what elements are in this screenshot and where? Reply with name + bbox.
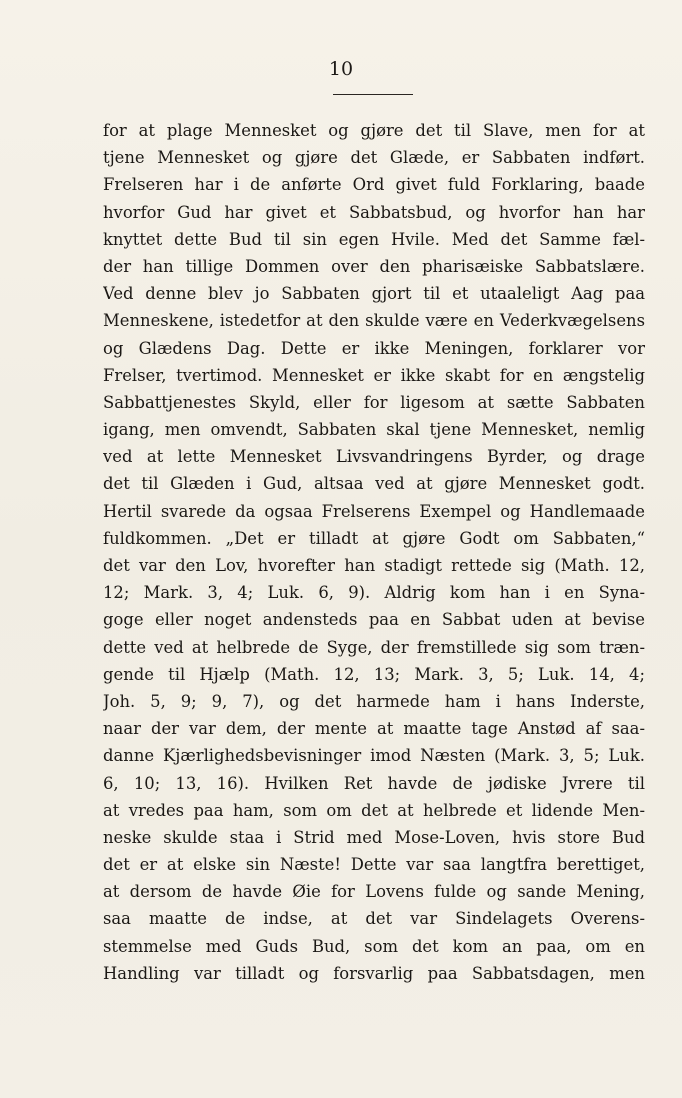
header-rule [333, 94, 413, 95]
text-line: det var den Lov, hvorefter han stadigt rettede sig (Math. 12, [103, 556, 645, 575]
text-line: at vredes paa ham, som om det at helbrede et lidende Men- [103, 800, 645, 820]
text-line: der han tillige Dommen over den pharisæiske Sabbatslære. [103, 256, 645, 276]
text-line: goge eller noget andensteds paa en Sabbat uden at bevise [103, 610, 645, 630]
page-number: 10 [328, 58, 354, 80]
text-line: og Glædens Dag. Dette er ikke Meningen, forklarer vor [103, 338, 645, 358]
text-line: dette ved at helbrede de Syge, der fremstillede sig som træn- [103, 637, 645, 657]
text-line: Handling var tilladt og forsvarlig paa Sabbatsdagen, men [103, 963, 645, 983]
text-line: 6, 10; 13, 16). Hvilken Ret havde de jødiske Jvrere til [103, 773, 645, 793]
text-line: ved at lette Mennesket Livsvandringens Byrder, og drage [103, 447, 645, 467]
text-line: Sabbattjenestes Skyld, eller for ligesom at sætte Sabbaten [103, 392, 645, 412]
text-line: fuldkommen. „Det er tilladt at gjøre Godt om Sabbaten,“ [103, 528, 645, 548]
text-line: tjene Mennesket og gjøre det Glæde, er Sabbaten indført. [103, 148, 645, 168]
text-line: Frelseren har i de anførte Ord givet fuld Forklaring, baade [103, 175, 645, 195]
text-line: igang, men omvendt, Sabbaten skal tjene Mennesket, nemlig [103, 420, 645, 440]
text-line: neske skulde staa i Strid med Mose-Loven, hvis store Bud [103, 827, 645, 847]
text-line: det er at elske sin Næste! Dette var saa langtfra berettiget, [103, 855, 645, 875]
text-line: knyttet dette Bud til sin egen Hvile. Med det Samme fæl- [103, 229, 645, 249]
text-line: at dersom de havde Øie for Lovens fulde og sande Mening, [103, 882, 645, 902]
text-line: 12; Mark. 3, 4; Luk. 6, 9). Aldrig kom han i en Syna- [103, 583, 645, 603]
text-line: gende til Hjælp (Math. 12, 13; Mark. 3, 5; Luk. 14, 4; [103, 664, 645, 684]
text-line: Hertil svarede da ogsaa Frelserens Exempel og Handlemaade [103, 501, 645, 521]
text-line: det til Glæden i Gud, altsaa ved at gjøre Mennesket godt. [103, 474, 645, 494]
text-line: Menneskene, istedetfor at den skulde være en Vederkvægelsens [103, 311, 645, 331]
body-text [103, 117, 645, 987]
text-line: naar der var dem, der mente at maatte tage Anstød af saa- [103, 719, 645, 739]
text-line: hvorfor Gud har givet et Sabbatsbud, og hvorfor han har [103, 202, 645, 222]
text-line: saa maatte de indse, at det var Sindelagets Overens- [103, 909, 645, 929]
text-line: Ved denne blev jo Sabbaten gjort til et utaaleligt Aag paa [103, 284, 645, 304]
text-line: Frelser, tvertimod. Mennesket er ikke skabt for en ængstelig [103, 365, 645, 385]
text-line: for at plage Mennesket og gjøre det til Slave, men for at [103, 121, 645, 140]
text-line: Joh. 5, 9; 9, 7), og det harmede ham i hans Inderste, [103, 691, 645, 711]
text-line: danne Kjærlighedsbevisninger imod Næsten (Mark. 3, 5; Luk. [103, 746, 645, 766]
text-line: stemmelse med Guds Bud, som det kom an paa, om en [103, 936, 645, 956]
